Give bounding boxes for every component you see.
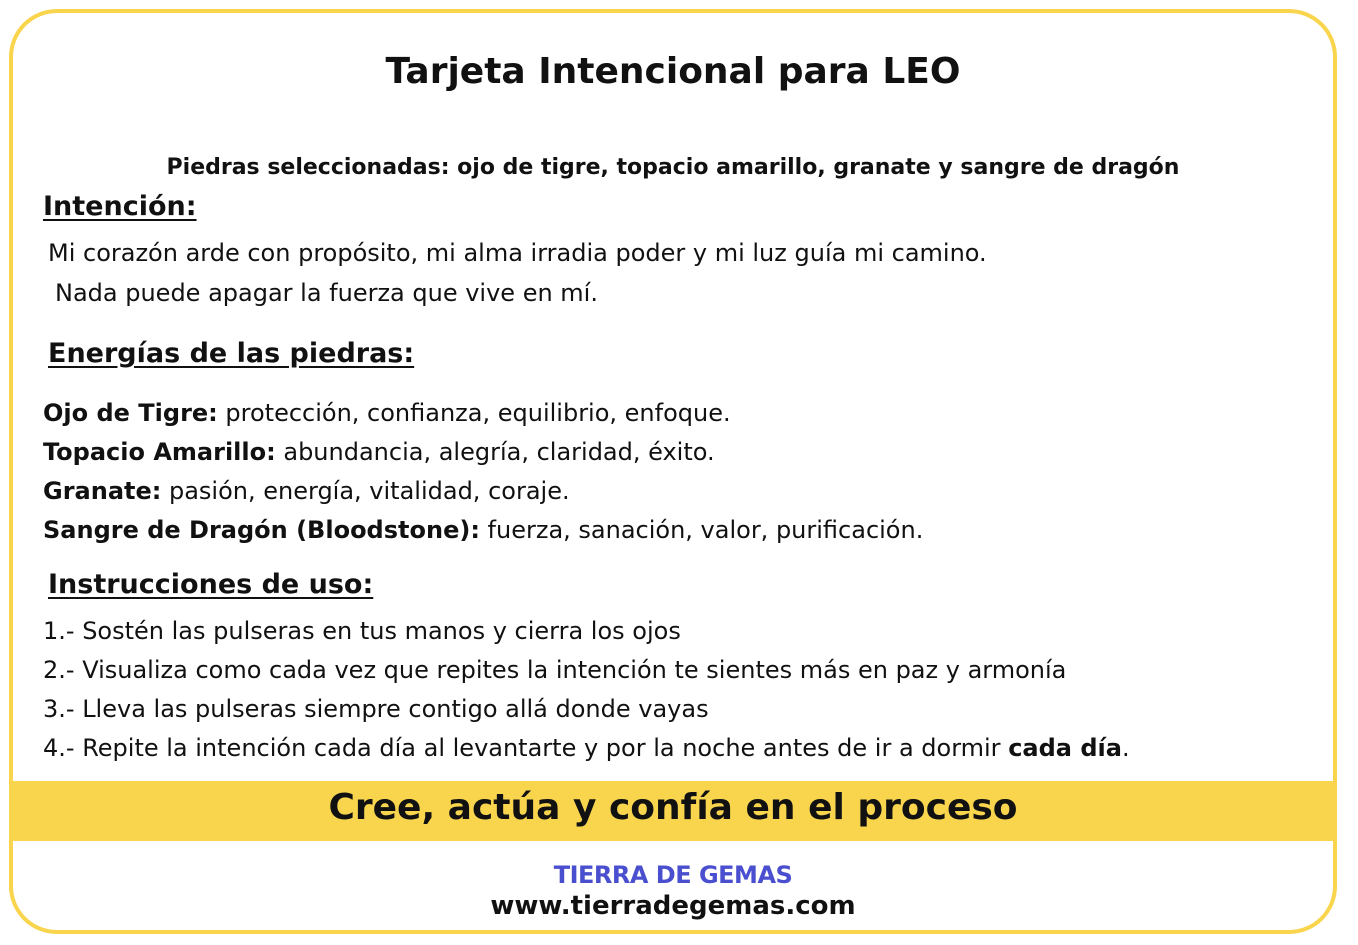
motto-banner — [13, 781, 1333, 841]
website-url: www.tierradegemas.com — [490, 891, 856, 921]
energy-text: protección, confianza, equilibrio, enfoque. — [217, 399, 731, 427]
energy-text: fuerza, sanación, valor, purificación. — [479, 516, 924, 544]
intention-line-1: Mi corazón arde con propósito, mi alma irradia poder y mi luz guía mi camino. — [48, 239, 987, 267]
energy-name: Sangre de Dragón (Bloodstone): — [43, 516, 480, 544]
energy-item — [43, 438, 715, 466]
intention-card — [9, 9, 1337, 934]
instruction-step — [43, 734, 1130, 762]
selected-stones: Piedras seleccionadas: ojo de tigre, topacio amarillo, granate y sangre de dragón — [166, 155, 1180, 180]
energies-heading: Energías de las piedras: — [48, 338, 415, 369]
motto-text: Cree, actúa y confía en el proceso — [328, 787, 1018, 828]
instruction-step: 2.- Visualiza como cada vez que repites la intención te sientes más en paz y armonía — [43, 656, 1067, 684]
energy-item — [43, 516, 923, 544]
energy-text: pasión, energía, vitalidad, coraje. — [161, 477, 570, 505]
instruction-step-text: 4.- Repite la intención cada día al levantarte y por la noche antes de ir a dormir — [43, 734, 1009, 762]
energy-name: Topacio Amarillo: — [43, 438, 276, 466]
intention-line-2: Nada puede apagar la fuerza que vive en mí. — [55, 279, 598, 307]
energy-name: Ojo de Tigre: — [43, 399, 218, 427]
instruction-step: 3.- Lleva las pulseras siempre contigo allá donde vayas — [43, 695, 709, 723]
brand-logo: TIERRA DE GEMAS — [553, 861, 793, 889]
energy-item — [43, 477, 570, 505]
instruction-step: 1.- Sostén las pulseras en tus manos y cierra los ojos — [43, 617, 681, 645]
energy-item — [43, 399, 731, 427]
energy-name: Granate: — [43, 477, 162, 505]
instructions-heading: Instrucciones de uso: — [48, 569, 374, 600]
energy-text: abundancia, alegría, claridad, éxito. — [275, 438, 715, 466]
intention-heading: Intención: — [43, 191, 197, 222]
instruction-step-end: . — [1121, 734, 1130, 762]
instruction-step-emphasis: cada día — [1008, 734, 1122, 762]
page-title: Tarjeta Intencional para LEO — [385, 51, 961, 92]
